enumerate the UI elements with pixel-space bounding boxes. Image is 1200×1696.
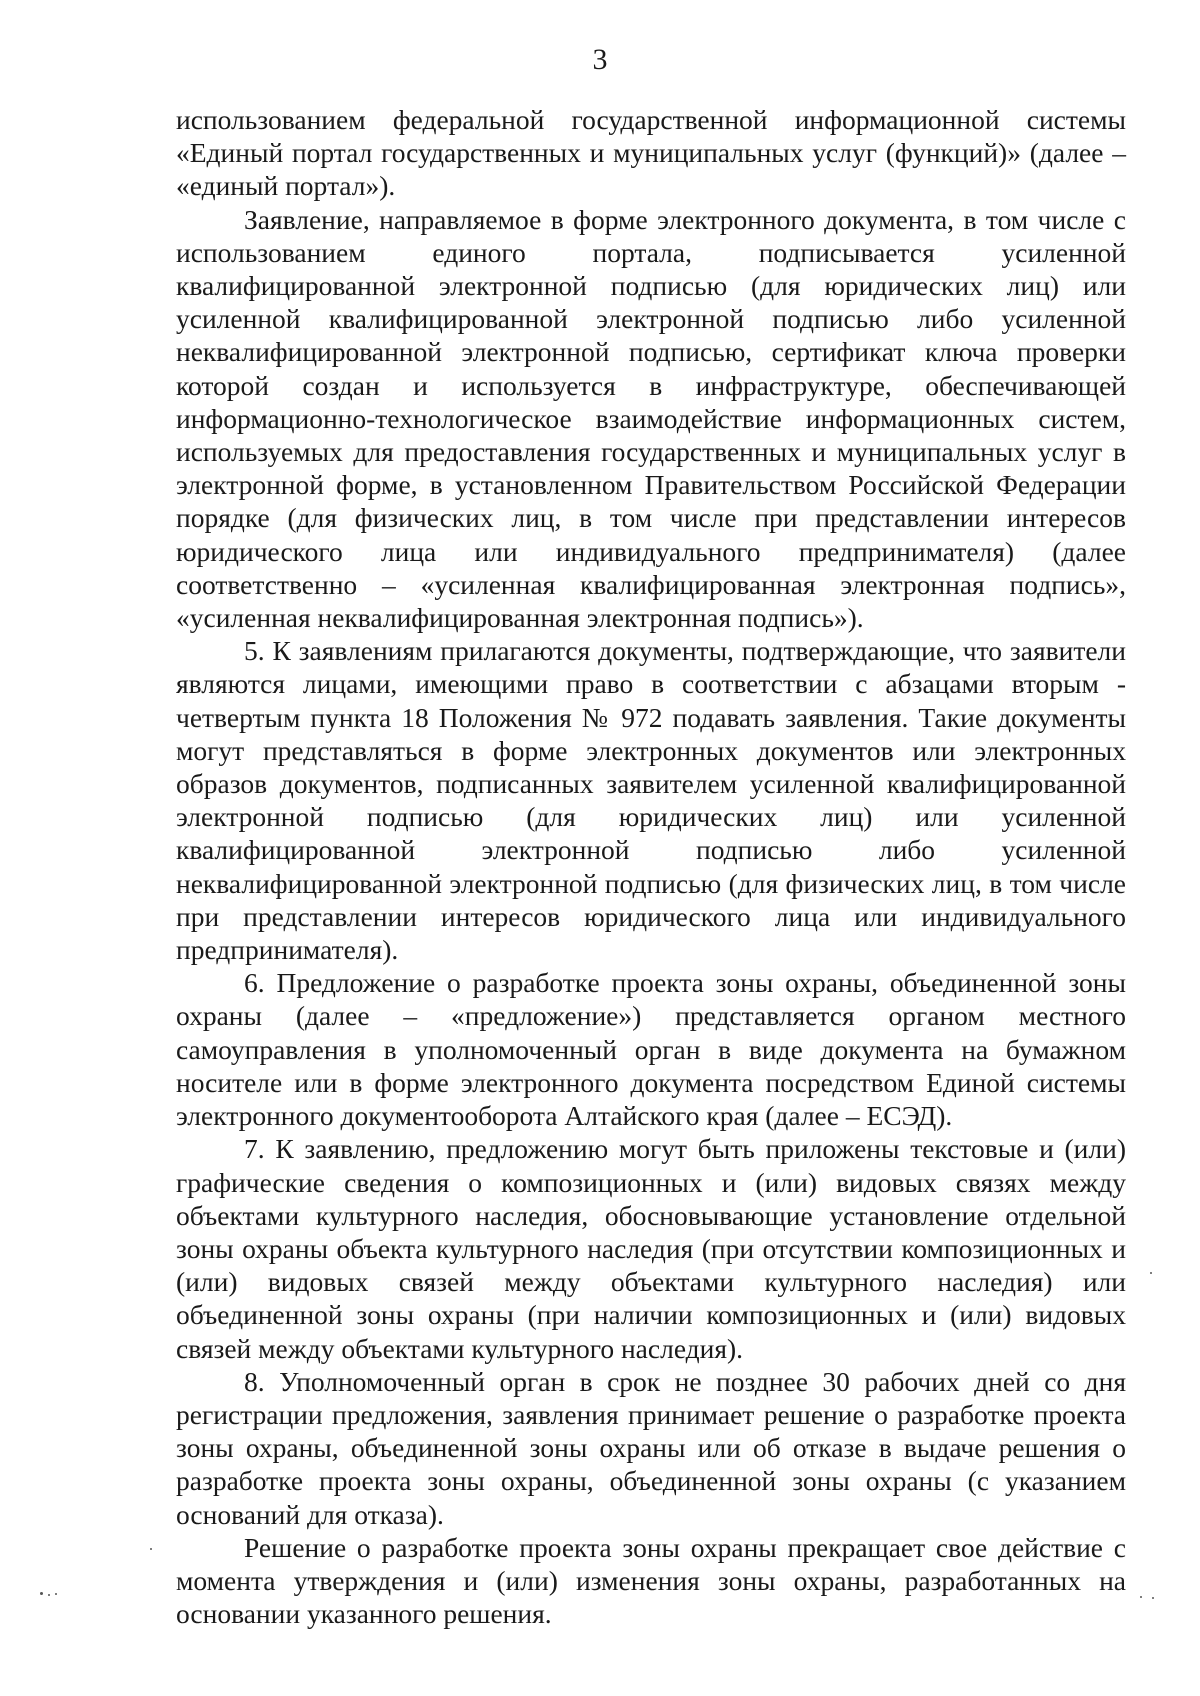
scan-speck xyxy=(40,1592,43,1595)
page-number: 3 xyxy=(592,43,608,76)
paragraph-application-signature: Заявление, направляемое в форме электронного документа, в том числе с использованием единого портала, подписывается усиленной квалифицированной электронной подписью (для юридических лиц) или усиленной квалифицированной электронной подписью либо усиленной неквалифицированной электронной подписью, сертификат ключа проверки которой создан и используется в инфраструктуре, обеспечивающей информационно-технологическое взаимодействие информационных систем, используемых для предоставления государственных и муниципальных услуг в электронной форме, в установленном Правительством Российской Федерации порядке (для физических лиц, в том числе при представлении интересов юридического лица или индивидуального предпринимателя) (далее соответственно – «усиленная квалифицированная электронная подпись», «усиленная неквалифицированная электронная подпись»). xyxy=(176,203,1126,634)
paragraph-item-5: 5. К заявлениям прилагаются документы, подтверждающие, что заявители являются лицами, имеющими право в соответствии с абзацами вторым - четвертым пункта 18 Положения № 972 подавать заявления. Такие документы могут представляться в форме электронных документов или электронных образов документов, подписанных заявителем усиленной квалифицированной электронной подписью (для юридических лиц) или усиленной квалифицированной электронной подписью либо усиленной неквалифицированной электронной подписью (для физических лиц, в том числе при представлении интересов юридического лица или индивидуального предпринимателя). xyxy=(176,635,1126,966)
paragraph-decision-validity: Решение о разработке проекта зоны охраны прекращает свое действие с момента утверждения и (или) изменения зоны охраны, разработанных на основании указанного решения. xyxy=(176,1531,1126,1630)
paragraph-item-6: 6. Предложение о разработке проекта зоны охраны, объединенной зоны охраны (далее – «предложение») представляется органом местного самоуправления в уполномоченный орган в виде документа на бумажном носителе или в форме электронного документа посредством Единой системы электронного документооборота Алтайского края (далее – ЕСЭД). xyxy=(176,967,1126,1132)
paragraph-continuation: использованием федеральной государственной информационной системы «Единый портал государственных и муниципальных услуг (функций)» (далее – «единый портал»). xyxy=(176,104,1126,202)
paragraph-item-7: 7. К заявлению, предложению могут быть приложены текстовые и (или) графические сведения о композиционных и (или) видовых связях между объектами культурного наследия, обосновывающие установление отдельной зоны охраны объекта культурного наследия (при отсутствии композиционных и (или) видовых связей между объектами культурного наследия) или объединенной зоны охраны (при наличии композиционных и (или) видовых связей между объектами культурного наследия). xyxy=(176,1133,1126,1364)
scan-speck xyxy=(1140,1596,1142,1598)
scan-speck xyxy=(1150,1272,1152,1274)
paragraph-item-8: 8. Уполномоченный орган в срок не позднее 30 рабочих дней со дня регистрации предложения, заявления принимает решение о разработке проекта зоны охраны, объединенной зоны охраны или об отказе в выдаче решения о разработке проекта зоны охраны, объединенной зоны охраны (с указанием оснований для отказа). xyxy=(176,1365,1126,1530)
scan-speck xyxy=(150,1548,152,1550)
document-body xyxy=(176,103,1126,1630)
scan-speck xyxy=(1152,1597,1154,1599)
scan-speck xyxy=(48,1594,50,1596)
scan-speck xyxy=(55,1593,57,1595)
